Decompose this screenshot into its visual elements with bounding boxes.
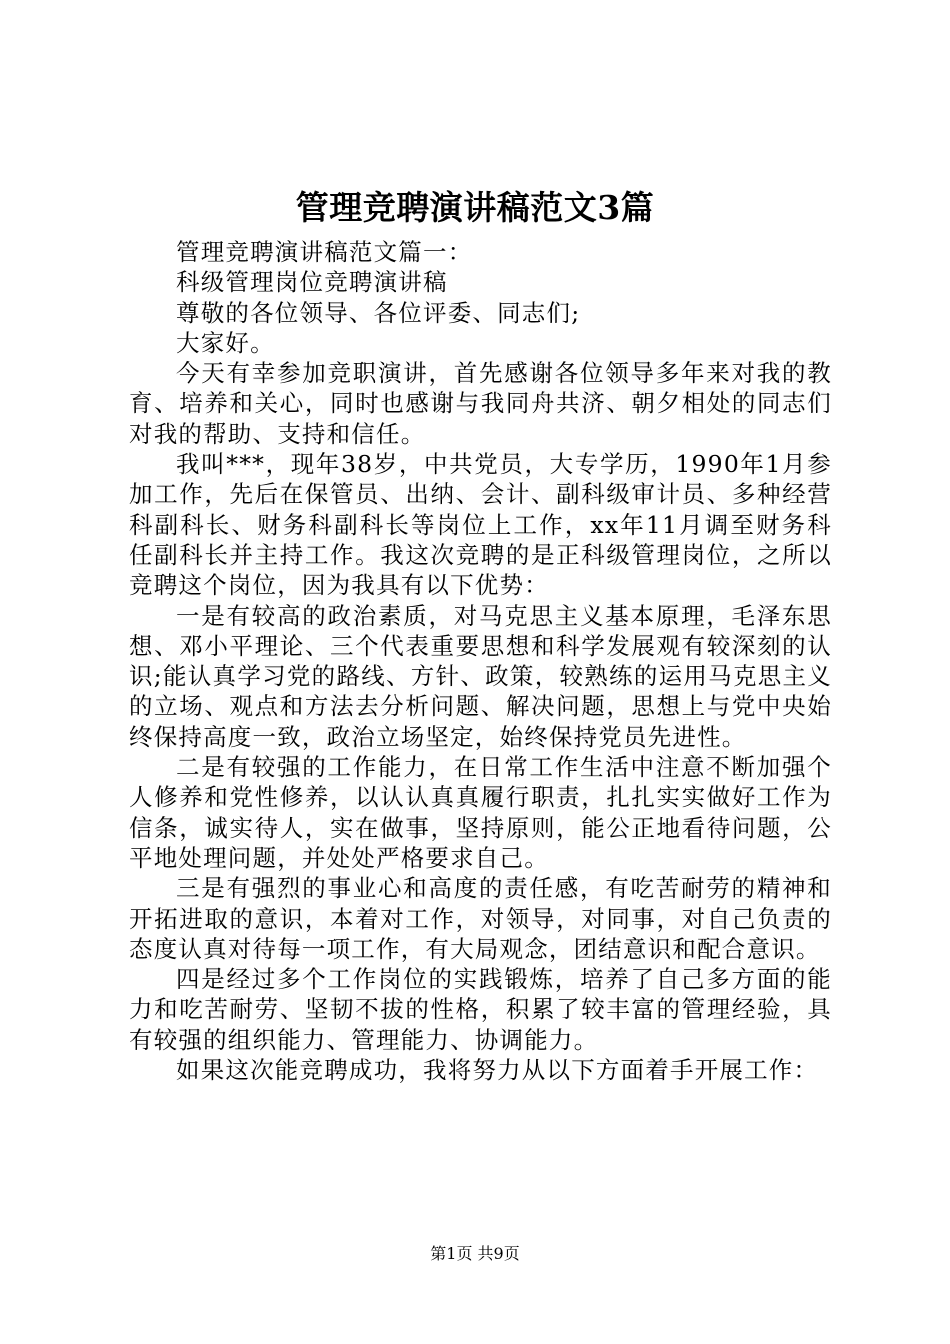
paragraph-greeting: 大家好。 xyxy=(176,328,275,357)
document-title: 管理竞聘演讲稿范文3篇 xyxy=(295,188,655,227)
paragraph-plan-intro: 如果这次能竞聘成功，我将努力从以下方面着手开展工作： xyxy=(176,1056,819,1085)
page-number-footer: 第1页 共9页 xyxy=(430,1244,520,1263)
paragraph-thanks: 今天有幸参加竞职演讲，首先感谢各位领导多年来对我的教育、培养和关心，同时也感谢与我同舟共济、朝夕相处的同志们对我的帮助、支持和信任。 xyxy=(129,359,832,448)
paragraph-subtitle: 科级管理岗位竞聘演讲稿 xyxy=(176,268,448,297)
paragraph-introduction: 我叫***，现年38岁，中共党员，大专学历，1990年1月参加工作，先后在保管员、出纳、会计、副科级审计员、多种经营科副科长、财务科副科长等岗位上工作，xx年11月调至财务科任副科长并主持工作。我这次竞聘的是正科级管理岗位，之所以竞聘这个岗位，因为我具有以下优势： xyxy=(129,450,832,600)
paragraph-advantage-4: 四是经过多个工作岗位的实践锻炼，培养了自己多方面的能力和吃苦耐劳、坚韧不拔的性格，积累了较丰富的管理经验，具有较强的组织能力、管理能力、协调能力。 xyxy=(129,965,832,1054)
document-body xyxy=(129,237,832,1085)
paragraph-heading: 管理竞聘演讲稿范文篇一： xyxy=(176,238,473,266)
paragraph-salutation: 尊敬的各位领导、各位评委、同志们; xyxy=(176,298,581,327)
paragraph-advantage-3: 三是有强烈的事业心和高度的责任感，有吃苦耐劳的精神和开拓进取的意识，本着对工作，对领导，对同事，对自己负责的态度认真对待每一项工作，有大局观念，团结意识和配合意识。 xyxy=(129,874,832,963)
paragraph-advantage-2: 二是有较强的工作能力，在日常工作生活中注意不断加强个人修养和党性修养，以认认真真履行职责，扎扎实实做好工作为信条，诚实待人，实在做事，坚持原则，能公正地看待问题，公平地处理问题，并处处严格要求自己。 xyxy=(129,753,832,872)
paragraph-advantage-1: 一是有较高的政治素质，对马克思主义基本原理，毛泽东思想、邓小平理论、三个代表重要思想和科学发展观有较深刻的认识;能认真学习党的路线、方针、政策，较熟练的运用马克思主义的立场、观点和方法去分析问题、解决问题，思想上与党中央始终保持高度一致，政治立场坚定，始终保持党员先进性。 xyxy=(129,601,832,751)
